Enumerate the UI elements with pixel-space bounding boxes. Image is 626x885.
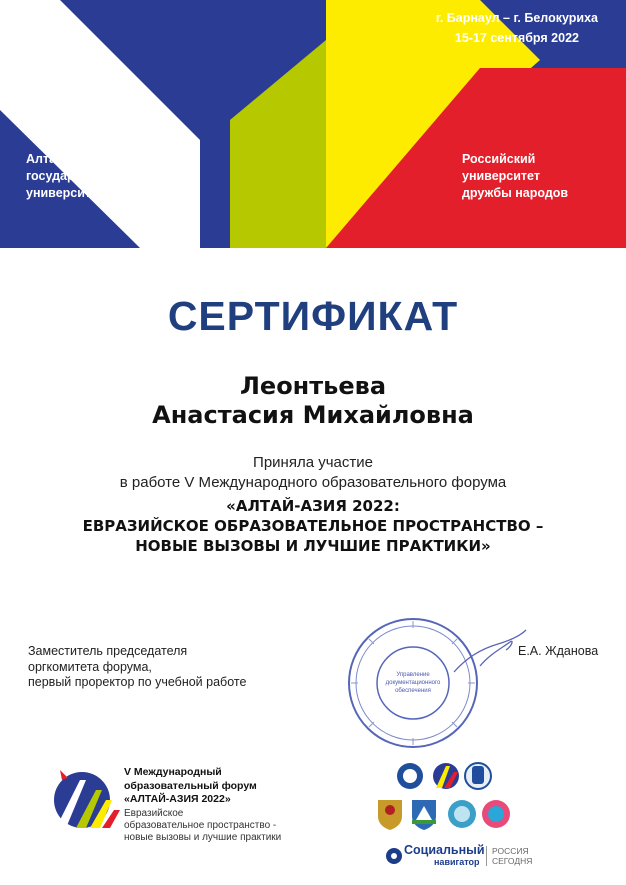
forum-line-3: НОВЫЕ ВЫЗОВЫ И ЛУЧШИЕ ПРАКТИКИ» xyxy=(135,537,491,555)
stamp-text-line-3: обеспечения xyxy=(395,688,431,694)
certificate-title: СЕРТИФИКАТ xyxy=(167,293,459,339)
footer-forum-title: V Международный образовательный форум «АЛТАЙ-АЗИЯ 2022» xyxy=(124,766,257,805)
globe-emblem-icon xyxy=(482,800,510,828)
participation-text xyxy=(0,453,626,493)
russia-today-brand: РОССИЯ СЕГОДНЯ xyxy=(486,846,532,866)
stamp-text-line-2: документационного xyxy=(385,680,441,686)
altai-emblem-icon xyxy=(412,800,436,830)
social-navigator-icon xyxy=(386,848,402,864)
footer-forum-subtitle: Евразийское образовательное пространство - новые вызовы и лучшие практики xyxy=(124,808,282,843)
recipient-given-names: Анастасия Михайловна xyxy=(152,401,474,429)
forum-line-2: ЕВРАЗИЙСКОЕ ОБРАЗОВАТЕЛЬНОЕ ПРОСТРАНСТВО – xyxy=(82,517,544,535)
forum-logo-icon xyxy=(46,766,122,832)
right-university-name: Российский университет дружбы народов xyxy=(462,152,569,200)
partner-emblem-1-icon xyxy=(397,763,423,789)
sco-emblem-icon xyxy=(448,800,476,828)
recipient-surname: Леонтьева xyxy=(239,372,387,400)
work-line: в работе V Международного образовательного форума xyxy=(119,474,507,491)
header-banner xyxy=(0,0,626,248)
social-navigator-brand: Социальный навигатор xyxy=(404,843,485,867)
stamp-text-line-1: Управление xyxy=(396,672,430,678)
participation-line: Приняла участие xyxy=(253,454,373,471)
forum-name xyxy=(0,496,626,556)
forum-line-1: «АЛТАЙ-АЗИЯ 2022: xyxy=(226,497,400,515)
left-university-name: Алтайский государственный университет xyxy=(26,152,136,200)
recipient-name xyxy=(0,372,626,430)
signer-position: Заместитель председателя оргкомитета форума, первый проректор по учебной работе xyxy=(28,644,247,689)
partner-emblem-2-icon xyxy=(433,763,459,789)
coat-of-arms-icon xyxy=(378,800,402,830)
signer-name: Е.А. Жданова xyxy=(518,644,599,658)
partner-emblem-3-icon xyxy=(465,763,491,789)
event-location-dates: г. Барнаул – г. Белокуриха 15-17 сентября 2022 xyxy=(435,11,598,45)
